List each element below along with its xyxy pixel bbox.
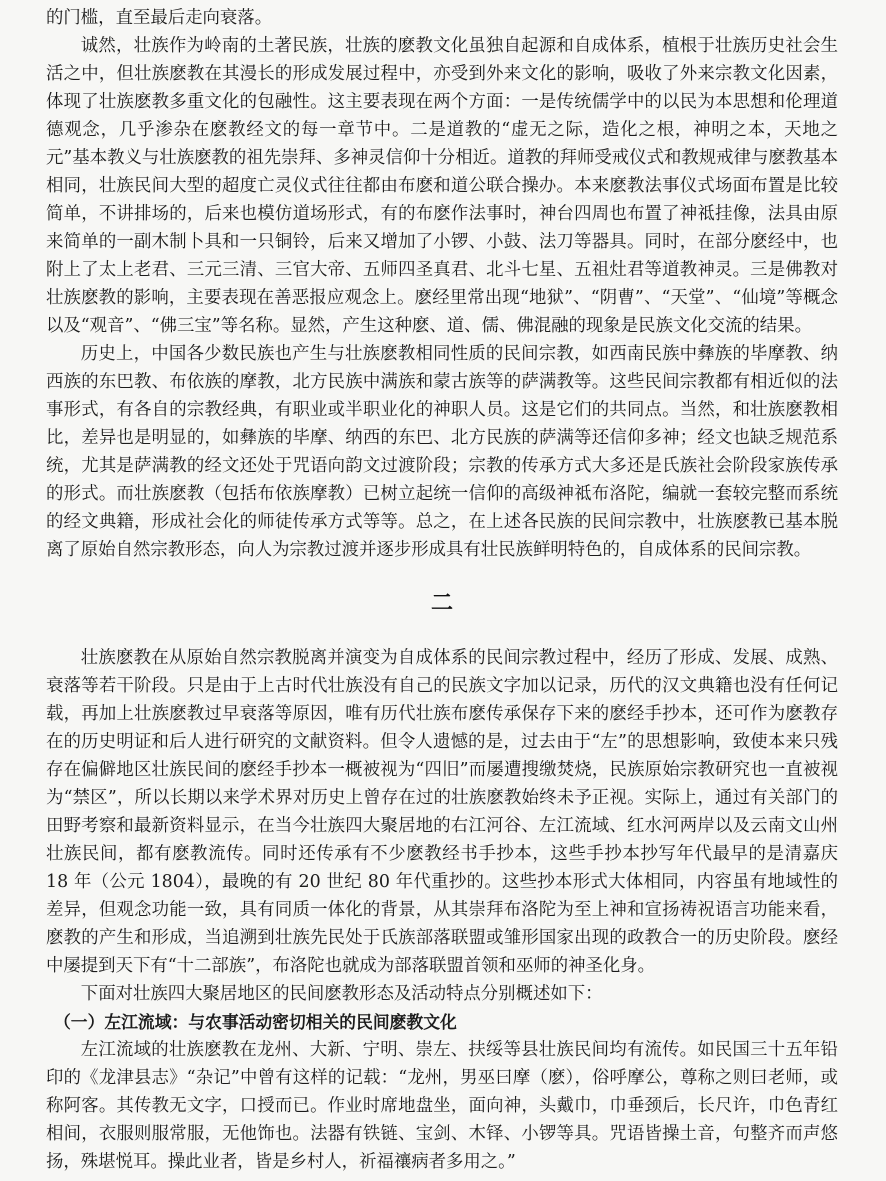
paragraph-zuojiang: 左江流域的壮族麽教在龙州、大新、宁明、崇左、扶绥等县壮族民间均有流传。如民国三十五年铅印的《龙津县志》“杂记”中曾有这样的记载：“龙州，男巫曰摩（麽），俗呼摩公，尊称之则曰老师，或称阿客。其传教无文字，口授而已。作业时席地盘坐，面向神，头戴巾，巾垂颈后，长尺许，巾色青红相间，衣服则服常服，无他饰也。法器有铁链、宝剑、木铎、小锣等具。咒语皆操土音，句整齐而声悠扬，殊堪悦耳。操此业者，皆是乡村人，祈福禳病者多用之。” bbox=[46, 1040, 838, 1172]
paragraph-comparison: 历史上，中国各少数民族也产生与壮族麽教相同性质的民间宗教，如西南民族中彝族的毕摩教、纳西族的东巴教、布依族的摩教，北方民族中满族和蒙古族等的萨满教等。这些民间宗教都有相近似的法事形式，有各自的宗教经典，有职业或半职业化的神职人员。这是它们的共同点。当然，和壮族麽教相比，差异也是明显的，如彝族的毕摩、纳西的东巴、北方民族的萨满等还信仰多神；经文也缺乏规范系统，尤其是萨满教的经文还处于咒语向韵文过渡阶段；宗教的传承方式大多还是氏族社会阶段家族传承的形式。而壮族麽教（包括布依族摩教）已树立起统一信仰的高级神祗布洛陀，编就一套较完整而系统的经文典籍，形成社会化的师徒传承方式等等。总之，在上述各民族的民间宗教中，壮族麽教已基本脱离了原始自然宗教形态，向人为宗教过渡并逐步形成具有壮民族鲜明特色的，自成体系的民间宗教。 bbox=[46, 344, 838, 560]
paragraph-syncretism: 诚然，壮族作为岭南的土著民族，壮族的麽教文化虽独自起源和自成体系，植根于壮族历史社会生活之中，但壮族麽教在其漫长的形成发展过程中，亦受到外来文化的影响，吸收了外来宗教文化因素，体现了壮族麽教多重文化的包融性。这主要表现在两个方面：一是传统儒学中的以民为本思想和伦理道德观念，几乎渗杂在麽教经文的每一章节中。二是道教的“虚无之际，造化之根，神明之本，天地之元”基本教义与壮族麽教的祖先崇拜、多神灵信仰十分相近。道教的拜师受戒仪式和教规戒律与麽教基本相同，壮族民间大型的超度亡灵仪式往往都由布麽和道公联合操办。本来麽教法事仪式场面布置是比较简单，不讲排场的，后来也模仿道场形式，有的布麽作法事时，神台四周也布置了神祗挂像，法具由原来简单的一副木制卜具和一只铜铃，后来又增加了小锣、小鼓、法刀等器具。同时，在部分麽经中，也附上了太上老君、三元三清、三官大帝、五师四圣真君、北斗七星、五祖灶君等道教神灵。三是佛教对壮族麽教的影响，主要表现在善恶报应观念上。麽经里常出现“地狱”、“阴曹”、“天堂”、“仙境”等概念以及“观音”、“佛三宝”等名称。显然，产生这种麽、道、儒、佛混融的现象是民族文化交流的结果。 bbox=[46, 36, 838, 336]
page-body-text bbox=[46, 4, 838, 1176]
paragraph-development-stages: 壮族麽教在从原始自然宗教脱离并演变为自成体系的民间宗教过程中，经历了形成、发展、成熟、衰落等若干阶段。只是由于上古时代壮族没有自己的民族文字加以记录，历代的汉文典籍也没有任何记载，再加上壮族麽教过早衰落等原因，唯有历代壮族布麽传承保存下来的麽经手抄本，还可作为麽教存在的历史明证和后人进行研究的文献资料。但令人遗憾的是，过去由于“左”的思想影响，致使本来只残存在偏僻地区壮族民间的麽经手抄本一概被视为“四旧”而屡遭搜缴焚烧，民族原始宗教研究也一直被视为“禁区”，所以长期以来学术界对历史上曾存在过的壮族麽教始终未予正视。实际上，通过有关部门的田野考察和最新资料显示，在当今壮族四大聚居地的右江河谷、左江流域、红水河两岸以及云南文山州壮族民间，都有麽教流传。同时还传承有不少麽教经书手抄本，这些手抄本抄写年代最早的是清嘉庆 18 年（公元 1804），最晚的有 20 世纪 80 年代重抄的。这些抄本形式大体相同，内容虽有地域性的差异，但观念功能一致，具有同质一体化的背景，从其崇拜布洛陀为至上神和宣扬祷祝语言功能来看，麽教的产生和形成，当追溯到壮族先民处于氏族部落联盟或雏形国家出现的政教合一的历史阶段。麽经中屡提到天下有“十二部族”，布洛陀也就成为部落联盟首领和巫师的神圣化身。 bbox=[46, 648, 838, 976]
subheading-zuojiang: （一）左江流域：与农事活动密切相关的民间麽教文化 bbox=[54, 1012, 457, 1032]
paragraph-overview-intro: 下面对壮族四大聚居地区的民间麽教形态及活动特点分别概述如下： bbox=[80, 984, 603, 1004]
paragraph-continuation: 的门槛，直至最后走向衰落。 bbox=[46, 8, 273, 28]
section-number-heading: 二 bbox=[430, 590, 453, 616]
